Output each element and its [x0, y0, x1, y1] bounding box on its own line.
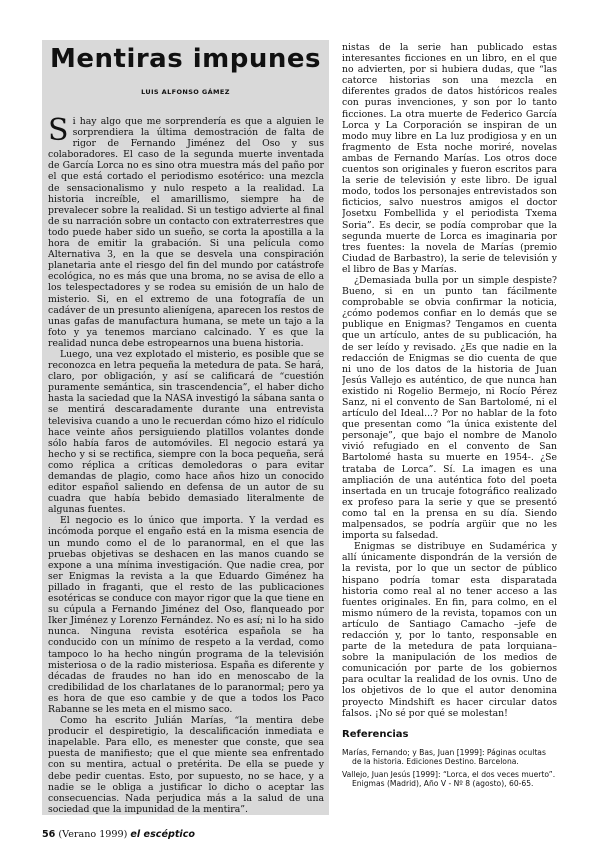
references-heading: Referencias — [342, 728, 409, 740]
article-title: Mentiras impunes — [50, 44, 321, 74]
drop-cap: S — [48, 116, 69, 148]
page-footer — [42, 829, 195, 840]
paragraph-1-text: i hay algo que me sorprendería es que a alguien le sorprendiera la última demostración de falta de rigor de Fernando Jiménez del Oso y sus colaboradores. El caso de la segunda muerte inventada de García Lorca no es sino otra muestra más del paño por el que está cortado el periodismo esotérico: una mezcla de sensacionalismo y nulo respeto a la realidad. La historia increíble, el amarillismo, siempre ha de prevalecer sobre la realidad. Si un testigo advierte al final de su narración sobre un contacto con extraterrestres que todo puede haber sido un sueño, se corta la apostilla a la hora de emitir la grabación. Si una película como Alternativa 3, en la que se desvela una conspiración planetaria ante el riesgo del fin del mundo por catástrofe ecológica, no es más que una broma, no se avisa de ello a los telespectadores y se rodea su emisión de un halo de misterio. Si, en el extremo de una fotografía de un cadáver de un presunto alienígena, aparecen los restos de unas gafas de manufactura humana, se mete un tajo a la foto y ya tenemos marciano calcinado. Y es que la realidad nunca debe estropearnos una buena historia. — [48, 116, 324, 349]
left-column — [48, 116, 324, 816]
reference-item: Vallejo, Juan Jesús [1999]: “Lorca, el dos veces muerto”. Enigmas (Madrid), Año V - Nº 8 (agosto), 60-65. — [342, 769, 556, 789]
page-number: 56 — [42, 829, 56, 840]
magazine-name: el escéptico — [130, 829, 195, 840]
paragraph-3: El negocio es lo único que importa. Y la verdad es incómoda porque el engaño está en la misma esencia de un mundo como el de lo paranormal, en el que las pruebas objetivas se deshacen en las manos cuando se expone a una mínima investigación. Que nadie crea, por ser Enigmas la revista a la que Eduardo Giménez ha pillado in fraganti, que el resto de las publicaciones esotéricas se conduce con mayor rigor que la que tiene en su cúpula a Fernando Jiménez del Oso, flanqueado por Iker Jiménez y Lorenzo Fernández. No es así; ni lo ha sido nunca. Ninguna revista esotérica española se ha conducido con un mínimo de respeto a la verdad, como tampoco lo ha hecho ningún programa de la televisión misteriosa o de la radio misteriosa. España es diferente y décadas de fraudes no han ido en menoscabo de la credibilidad de los charlatanes de lo paranormal; pero ya es hora de que eso cambie y de que a todos los Paco Rabanne se les meta en el mismo saco. — [48, 515, 324, 715]
issue-label: (Verano 1999) — [58, 829, 128, 840]
paragraph-5: nistas de la serie han publicado estas interesantes ficciones en un libro, en el que no advierten, por si hubiera dudas, que “las catorce historias son una mezcla en diferentes grados de datos históricos reales con puras invenciones, y son por lo tanto ficciones. La otra muerte de Federico García Lorca y La Corporación se inspiran de un modo muy libre en La luz prodigiosa y en un fragmento de Esta noche moriré, novelas ambas de Fernando Marías. Los otros doce cuentos son originales y fueron escritos para la serie de televisión y este libro. De igual modo, todos los personajes entrevistados son ficticios, salvo nuestros amigos el doctor Josetxu Fombellida y el periodista Txema Soria”. Es decir, se podía comprobar que la segunda muerte de Lorca es imaginaria por tres fuentes: la novela de Marías (premio Ciudad de Barbastro), la serie de televisión y el libro de Bas y Marías. — [342, 42, 557, 275]
article-author: LUIS ALFONSO GÁMEZ — [141, 88, 230, 96]
paragraph-1 — [48, 116, 324, 349]
paragraph-6: ¿Demasiada bulla por un simple despiste? Bueno, si en un punto tan fácilmente comprobable se obvia confirmar la noticia, ¿cómo podemos confiar en lo demás que se publique en Enigmas? Tengamos en cuenta que un artículo, antes de su publicación, ha de ser leído y revisado. ¿Es que nadie en la redacción de Enigmas se dio cuenta de que ni uno de los datos de la historia de Juan Jesús Vallejo es auténtico, de que nunca han existido ni Rogelio Bermejo, ni Rocío Pérez Sanz, ni el convento de San Bartolomé, ni el artículo del Ideal...? Por no hablar de la foto que presentan como “la única existente del personaje”, que bajo el nombre de Manolo vivió refugiado en el convento de San Bartolomé hasta su muerte en 1954-. ¿Se trataba de Lorca”. Sí. La imagen es una ampliación de una auténtica foto del poeta insertada en un trucaje fotográfico realizado ex profeso para la serie y que se presentó como tal en la prensa en su día. Siendo malpensados, se podría argüir que no les importa su falsedad. — [342, 274, 557, 542]
right-column — [342, 42, 557, 812]
paragraph-2: Luego, una vez explotado el misterio, es posible que se reconozca en letra pequeña la metedura de pata. Se hará, claro, por obligación, y así se calificará de “cuestión puramente semántica, sin trascendencia”, el haber dicho hasta la saciedad que la NASA investigó la sábana santa o se mentirá descaradamente durante una entrevista televisiva cuando a uno le recuerdan cómo hizo el ridículo hace veinte años persiguiendo platillos volantes donde sólo había faros de automóviles. El negocio estará ya hecho y si se rectifica, siempre con la boca pequeña, será como réplica a críticas demoledoras o para evitar demandas de plagio, como hace años hizo un conocido editor español saliendo en defensa de un autor de su cuadra que había bebido demasiado literalmente de algunas fuentes. — [48, 348, 324, 516]
paragraph-4: Como ha escrito Julián Marías, “la mentira debe producir el despiretigio, la descalificación inmediata e inapelable. Para ello, es menester que conste, que sea puesta de manifiesto; que el que miente sea enfrentado con su mentira, actual o pretérita. De ella se puede y debe pedir cuentas. Esto, por supuesto, no se hace, y a nadie se le obliga a justificar lo dicho o aceptar las consecuencias. Nada perjudica más a la salud de una sociedad que la impunidad de la mentira”. — [48, 715, 324, 815]
reference-item: Marías, Fernando; y Bas, Juan [1999]: Páginas ocultas de la historia. Ediciones Destino. Barcelona. — [342, 747, 546, 767]
paragraph-7: Enigmas se distribuye en Sudamérica y allí únicamente dispondrán de la versión de la revista, por lo que un sector de público hispano podría tomar esta disparatada historia como real al no tener acceso a las fuentes originales. En fin, para colmo, en el mismo número de la revista, topamos con un artículo de Santiago Camacho –jefe de redacción y, por lo tanto, responsable en parte de la metedura de pata lorquiana– sobre la manipulación de los medios de comunicación por parte de los gobiernos para ocultar la realidad de los ovnis. Uno de los objetivos de lo que el autor denomina proyecto Mindshift es hacer circular datos falsos. ¡No sé por qué se molestan! — [342, 541, 557, 719]
